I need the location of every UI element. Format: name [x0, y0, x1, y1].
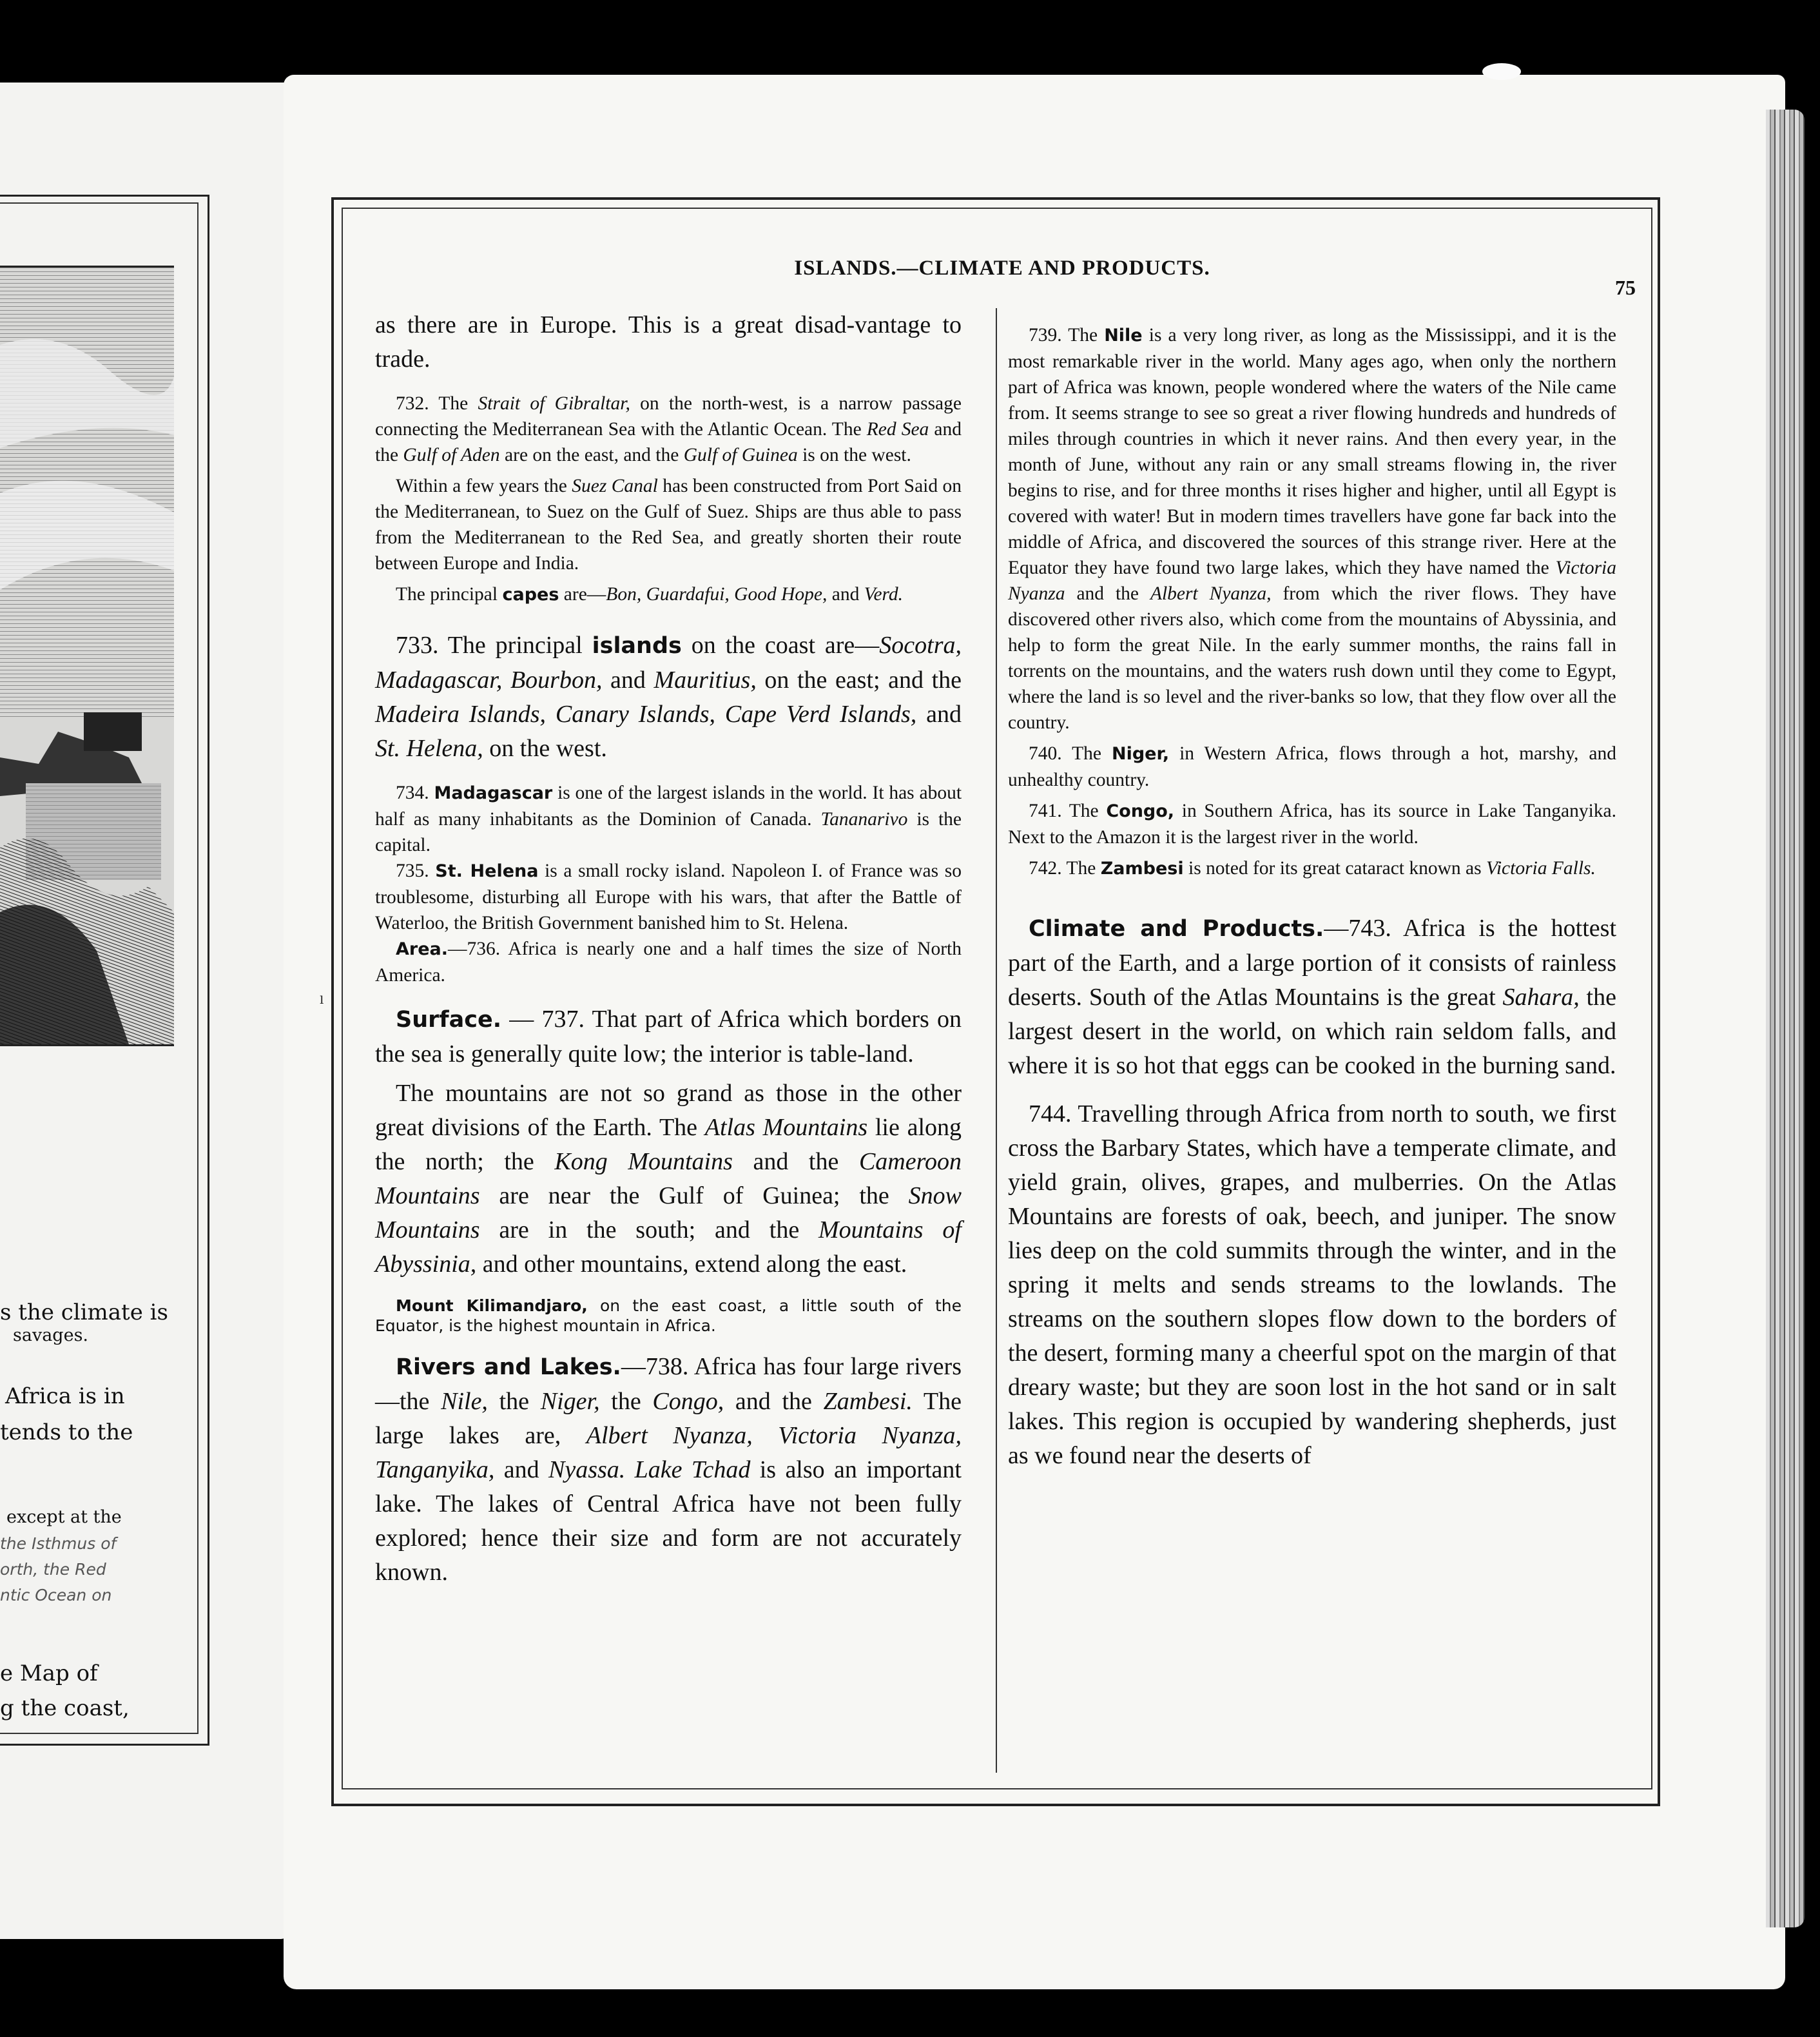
italic-term: Snow Mountains [375, 1182, 962, 1243]
text-run: are near the Gulf of Guinea; the [479, 1182, 909, 1209]
bold-term: islands [592, 633, 682, 659]
text-run: in Western Africa, flows through a hot, marshy, and unhealthy country. [1008, 743, 1616, 790]
text-run: the largest desert in the world, on which rain seldom falls, and where it is so hot that eggs can be cooked in the burning sand. [1008, 984, 1616, 1079]
text-run: on the north-west, is a narrow passage connecting the Mediterranean Sea with the Atlantic Ocean. The [375, 393, 962, 440]
italic-term: Gulf of Guinea [683, 445, 798, 465]
bold-term: Niger, [1111, 744, 1170, 764]
paragraph-742-zambesi [1008, 855, 1616, 882]
paper-blemish [1482, 63, 1521, 80]
text-run: lie along the north; the [375, 1114, 962, 1175]
bold-term: St. Helena [435, 861, 539, 881]
paragraph-capes [375, 581, 962, 608]
paragraph-number: 735. [396, 861, 429, 881]
paragraph-number: 742. [1029, 858, 1062, 879]
paragraph-kilimandjaro [375, 1296, 962, 1336]
text-run: The mountains are not so grand as those in the other great divisions of the Earth. The [375, 1080, 962, 1141]
paragraph-735 [375, 858, 962, 936]
paragraph-743-climate [1008, 911, 1616, 1083]
previous-page-text-line: g the coast, [0, 1695, 130, 1721]
italic-term: Cameroon Mountains [375, 1148, 962, 1209]
italic-term: Niger, [540, 1388, 600, 1415]
text-run: in Southern Africa, has its source in Lake Tanganyika. Next to the Amazon it is the largest river in the world. [1008, 801, 1616, 848]
text-run: has been constructed from Port Said on the Mediterranean, to Suez on the Gulf of Suez. Ships are thus able to pass from the Mediterranean to the Red Sea, and greatly shorten their route between Europe and India. [375, 476, 962, 574]
paragraph-number: 739. [1029, 325, 1062, 346]
text-run: —738. Africa has four large rivers—the [375, 1353, 962, 1415]
text-run: are on the east, and the [499, 445, 684, 465]
italic-term: Red Sea [866, 419, 929, 440]
italic-term: Albert Nyanza, [1150, 583, 1272, 604]
italic-term: Nyassa. Lake Tchad [548, 1456, 751, 1483]
text-run: on the west. [483, 735, 607, 762]
paragraph-732 [375, 391, 962, 468]
previous-page-text-line: e Map of [0, 1661, 98, 1686]
italic-term: Tananarivo [820, 809, 908, 830]
previous-page-text-line: except at the [6, 1507, 122, 1527]
text-run: The principal [438, 632, 592, 659]
bold-term: Nile [1104, 326, 1143, 346]
text-run: on the east; and the [756, 667, 962, 694]
previous-page-text-line: tends to the [0, 1419, 133, 1445]
right-column [1008, 322, 1616, 1473]
text-run: is the capital. [375, 809, 962, 855]
text-run: is a small rocky island. Napoleon I. of France was so troublesome, disturbing all Europe with his wars, that after the Battle of Waterloo, the British Government banished him to St. Helena. [375, 861, 962, 933]
paragraph-number: 741. [1029, 801, 1062, 821]
italic-term: Atlas Mountains [704, 1114, 868, 1141]
text-run: is noted for its great cataract known as [1183, 858, 1487, 879]
italic-term: Albert Nyanza, Victoria Nyanza, Tanganyika, [375, 1422, 962, 1483]
paragraph-739-nile [1008, 322, 1616, 736]
section-heading: Surface. [396, 1007, 502, 1033]
paragraph-suez-canal [375, 473, 962, 576]
italic-term: Suez Canal [572, 476, 658, 496]
italic-term: Congo, [652, 1388, 724, 1415]
text-run: and [827, 584, 864, 605]
text-run: is one of the largest islands in the world. It has about half as many inhabitants as the Dominion of Canada. [375, 783, 962, 830]
italic-term: Mauritius, [653, 667, 757, 694]
page-header [361, 253, 1643, 298]
bold-term: Mount Kilimandjaro, [396, 1296, 588, 1315]
text-run: The principal [396, 584, 503, 605]
italic-term: Verd. [864, 584, 904, 605]
running-title: ISLANDS.—CLIMATE AND PRODUCTS. [794, 257, 1210, 280]
paragraph-number: 740. [1029, 743, 1062, 764]
bold-term: Congo, [1106, 801, 1175, 821]
text-run: —743. Africa is the hottest part of the Earth, and a large portion of it consists of rainless deserts. South of the Atlas Mountains is the great [1008, 915, 1616, 1011]
text-run: The large lakes are, [375, 1388, 962, 1449]
paragraph-number: 732. [396, 393, 429, 414]
paragraph-734 [375, 780, 962, 858]
text-run: and the [1065, 583, 1150, 604]
page-number: 75 [1615, 276, 1636, 299]
italic-term: Socotra, Madagascar, Bourbon, [375, 632, 962, 694]
text-run: are in the south; and the [479, 1216, 819, 1243]
text-run: the [599, 1388, 653, 1415]
text-run: and other mountains, extend along the east. [476, 1251, 907, 1278]
text-run: is also an important lake. The lakes of Central Africa have not been fully explored; hence their size and form are not accurately known. [375, 1456, 962, 1586]
italic-term: Sahara, [1502, 984, 1580, 1011]
gutter-mark: ˡ [320, 993, 325, 1015]
paragraph-740-niger [1008, 741, 1616, 793]
engraving-illustration [0, 266, 174, 1046]
italic-term: Kong Mountains [554, 1148, 733, 1175]
text-run: The [438, 393, 478, 414]
text-run: The [1061, 801, 1107, 821]
left-column [375, 308, 962, 1590]
italic-term: Mountains of Abyssinia, [375, 1216, 962, 1278]
paragraph-744 [1008, 1097, 1616, 1473]
previous-page-text-line: ntic Ocean on [0, 1586, 112, 1604]
section-heading: Area. [396, 939, 448, 959]
italic-term: Bon, Guardafui, Good Hope, [606, 584, 828, 605]
text-run: on the east coast, a little south of the Equator, is the highest mountain in Africa. [375, 1296, 962, 1335]
italic-term: St. Helena, [375, 735, 483, 762]
text-run: and [602, 667, 654, 694]
text-run: and [494, 1456, 549, 1483]
column-divider [996, 308, 997, 1773]
italic-term: Victoria Falls. [1486, 858, 1596, 879]
italic-term: Gulf of Aden [403, 445, 500, 465]
text-run: The [1061, 325, 1105, 346]
paragraph-737-surface [375, 1002, 962, 1071]
text-run: — 737. That part of Africa which borders on the sea is generally quite low; the interior is table-land. [375, 1006, 962, 1067]
text-run: Within a few years the [396, 476, 572, 496]
text-run: is a very long river, as long as the Mississippi, and it is the most remarkable river in the world. Many ages ago, when only the northern part of Africa was known, people wondered where the waters of the Nile came from. It seems strange to see so great a river flowing hundreds and hundreds of miles through countries in which it never rains. And then every year, in the month of June, without any rain or any small streams flowing in, the river begins to rise, and for three months it rises higher and higher, until all Egypt is covered with water! But in modern times travellers have gone far back into the middle of Africa, and discovered the sources of this strange river. Here at the Equator they have found two large lakes, which they have named the [1008, 325, 1616, 578]
text-run: on the coast are— [681, 632, 880, 659]
text-run: as there are in Europe. [375, 311, 617, 338]
section-heading: Climate and Products. [1029, 916, 1324, 942]
text-run: and the [375, 419, 962, 465]
text-run: and the [732, 1148, 859, 1175]
paragraph-733 [375, 629, 962, 766]
text-run: This is a great disad-vantage to trade. [375, 311, 962, 373]
text-run: and the [724, 1388, 824, 1415]
paragraph-number: 734. [396, 783, 429, 803]
italic-term: Zambesi. [823, 1388, 913, 1415]
previous-page-text-line: s the climate is [0, 1300, 168, 1325]
italic-term: Madeira Islands, Canary Islands, Cape Verd Islands, [375, 701, 917, 728]
text-run: 744. Travelling through Africa from north to south, we first cross the Barbary States, which have a temperate climate, and yield grain, olives, grapes, and mulberries. On the Atlas Mountains are forests of oak, beech, and juniper. The snow lies deep on the cold summits through the winter, and in the spring it melts and sends streams to the lowlands. The streams on the southern slopes flow down to the borders of the desert, forming many a cheerful spot on the margin of that dreary waste; but they are soon lost in the hot sand or in salt lakes. This region is occupied by wandering shepherds, just as we found near the deserts of [1008, 1100, 1616, 1469]
bold-term: Madagascar [434, 783, 553, 803]
paragraph-number: 733. [396, 632, 439, 659]
paragraph-741-congo [1008, 798, 1616, 850]
previous-page-text-line: the Isthmus of [0, 1534, 117, 1553]
text-run: is on the west. [797, 445, 911, 465]
bold-term: Zambesi [1100, 859, 1184, 879]
paragraph-continued [375, 308, 962, 376]
book-page-edges [1766, 110, 1805, 1927]
text-run: from which the river flows. They have discovered other rivers also, which come from the mountains of Abyssinia, and help to form the great Nile. In the early summer months, the rains fall in torrents on the mountains, and the waters rush down until they come to Egypt, where the land is so level and the river-banks so low, that they flow over all the country. [1008, 583, 1616, 733]
previous-page-text-line: savages. [13, 1325, 89, 1345]
paragraph-mountains [375, 1077, 962, 1282]
text-run: and [916, 701, 962, 728]
section-heading: Rivers and Lakes. [396, 1354, 621, 1380]
bold-term: capes [502, 585, 559, 605]
paragraph-736-area [375, 936, 962, 988]
italic-term: Strait of Gibraltar, [478, 393, 630, 414]
text-run: The [1061, 858, 1101, 879]
previous-page-text-line: Africa is in [5, 1383, 125, 1409]
italic-term: Victoria Nyanza [1008, 558, 1616, 604]
paragraph-738-rivers [375, 1350, 962, 1590]
text-run: —736. Africa is nearly one and a half times the size of North America. [375, 939, 962, 986]
text-run: are— [559, 584, 606, 605]
italic-term: Nile, [441, 1388, 488, 1415]
text-run: the [487, 1388, 541, 1415]
engraving-drawing [0, 268, 174, 1044]
previous-page-text-line: orth, the Red [0, 1560, 106, 1579]
text-run: The [1061, 743, 1112, 764]
